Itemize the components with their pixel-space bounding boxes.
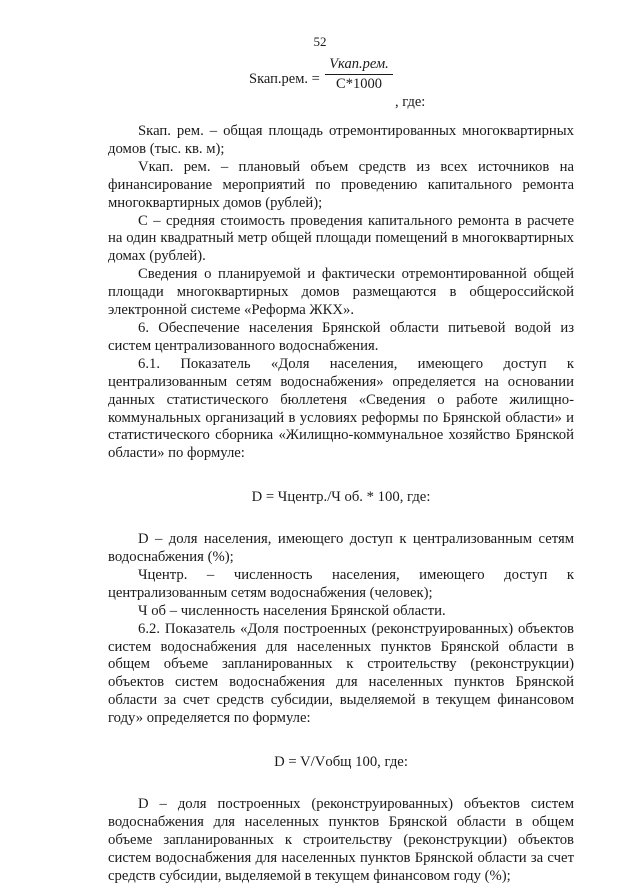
paragraph: Sкап. рем. – общая площадь отремонтированных многоквартирных домов (тыс. кв. м); bbox=[108, 123, 574, 157]
formula-suffix: , где: bbox=[395, 94, 426, 110]
formula-objects-share: D = V/Vобщ 100, где: bbox=[274, 754, 408, 771]
paragraph: D – доля населения, имеющего доступ к централизованным сетям водоснабжения (%); bbox=[108, 531, 574, 566]
paragraph: 6. Обеспечение населения Брянской области питьевой водой из систем централизованного водоснабжения. bbox=[108, 319, 574, 354]
paragraph: Чцентр. – численность населения, имеющего доступ к централизованным сетям водоснабжения (человек); bbox=[108, 566, 574, 601]
paragraph: Сведения о планируемой и фактически отремонтированной общей площади многоквартирных домов размещаются в общероссийской электронной системе «Реформа ЖКХ». bbox=[108, 266, 574, 319]
paragraph: D – доля построенных (реконструированных) объектов систем водоснабжения для населенных пунктов Брянской области в общем объеме запланированных к строительству (реконструкции) объектов систем водоснабжения для населенных пунктов Брянской области за счет средств субсидии, выделяемой в текущем финансовом году (%); bbox=[108, 796, 574, 884]
body-text bbox=[108, 123, 574, 886]
page-number: 52 bbox=[313, 34, 327, 49]
formula-water-share: D = Чцентр./Ч об. * 100, где: bbox=[251, 489, 431, 506]
formula-denominator: С*1000 bbox=[336, 76, 382, 92]
paragraph: 6.1. Показатель «Доля населения, имеющего доступ к централизованным сетям водоснабжения» определяется на основании данных статистического бюллетеня «Сведения о работе жилищно-коммунальных организаций в условиях реформы по Брянской области» и статистического сборника «Жилищно-коммунальное хозяйство Брянской области» по формуле: bbox=[108, 355, 574, 462]
paragraph: 6.2. Показатель «Доля построенных (реконструированных) объектов систем водоснабжения для населенных пунктов Брянской области в общем объеме запланированных к строительству (реконструкции) объектов систем водоснабжения для населенных пунктов Брянской области за счет средств субсидии, выделяемой в текущем финансовом году» определяется по формуле: bbox=[108, 620, 574, 727]
formula-fraction bbox=[325, 56, 393, 93]
formula-lhs: Sкап.рем. = bbox=[249, 71, 320, 87]
paragraph: Vкап. рем. – плановый объем средств из всех источников на финансирование мероприятий по проведению капитального ремонта многоквартирных домов (рублей); bbox=[108, 158, 574, 211]
formula-numerator: Vкап.рем. bbox=[329, 56, 389, 72]
paragraph: Ч об – численность населения Брянской области. bbox=[138, 602, 446, 619]
paragraph: С – средняя стоимость проведения капитального ремонта в расчете на один квадратный метр общей площади помещений в многоквартирных домах (рублей). bbox=[108, 212, 574, 265]
